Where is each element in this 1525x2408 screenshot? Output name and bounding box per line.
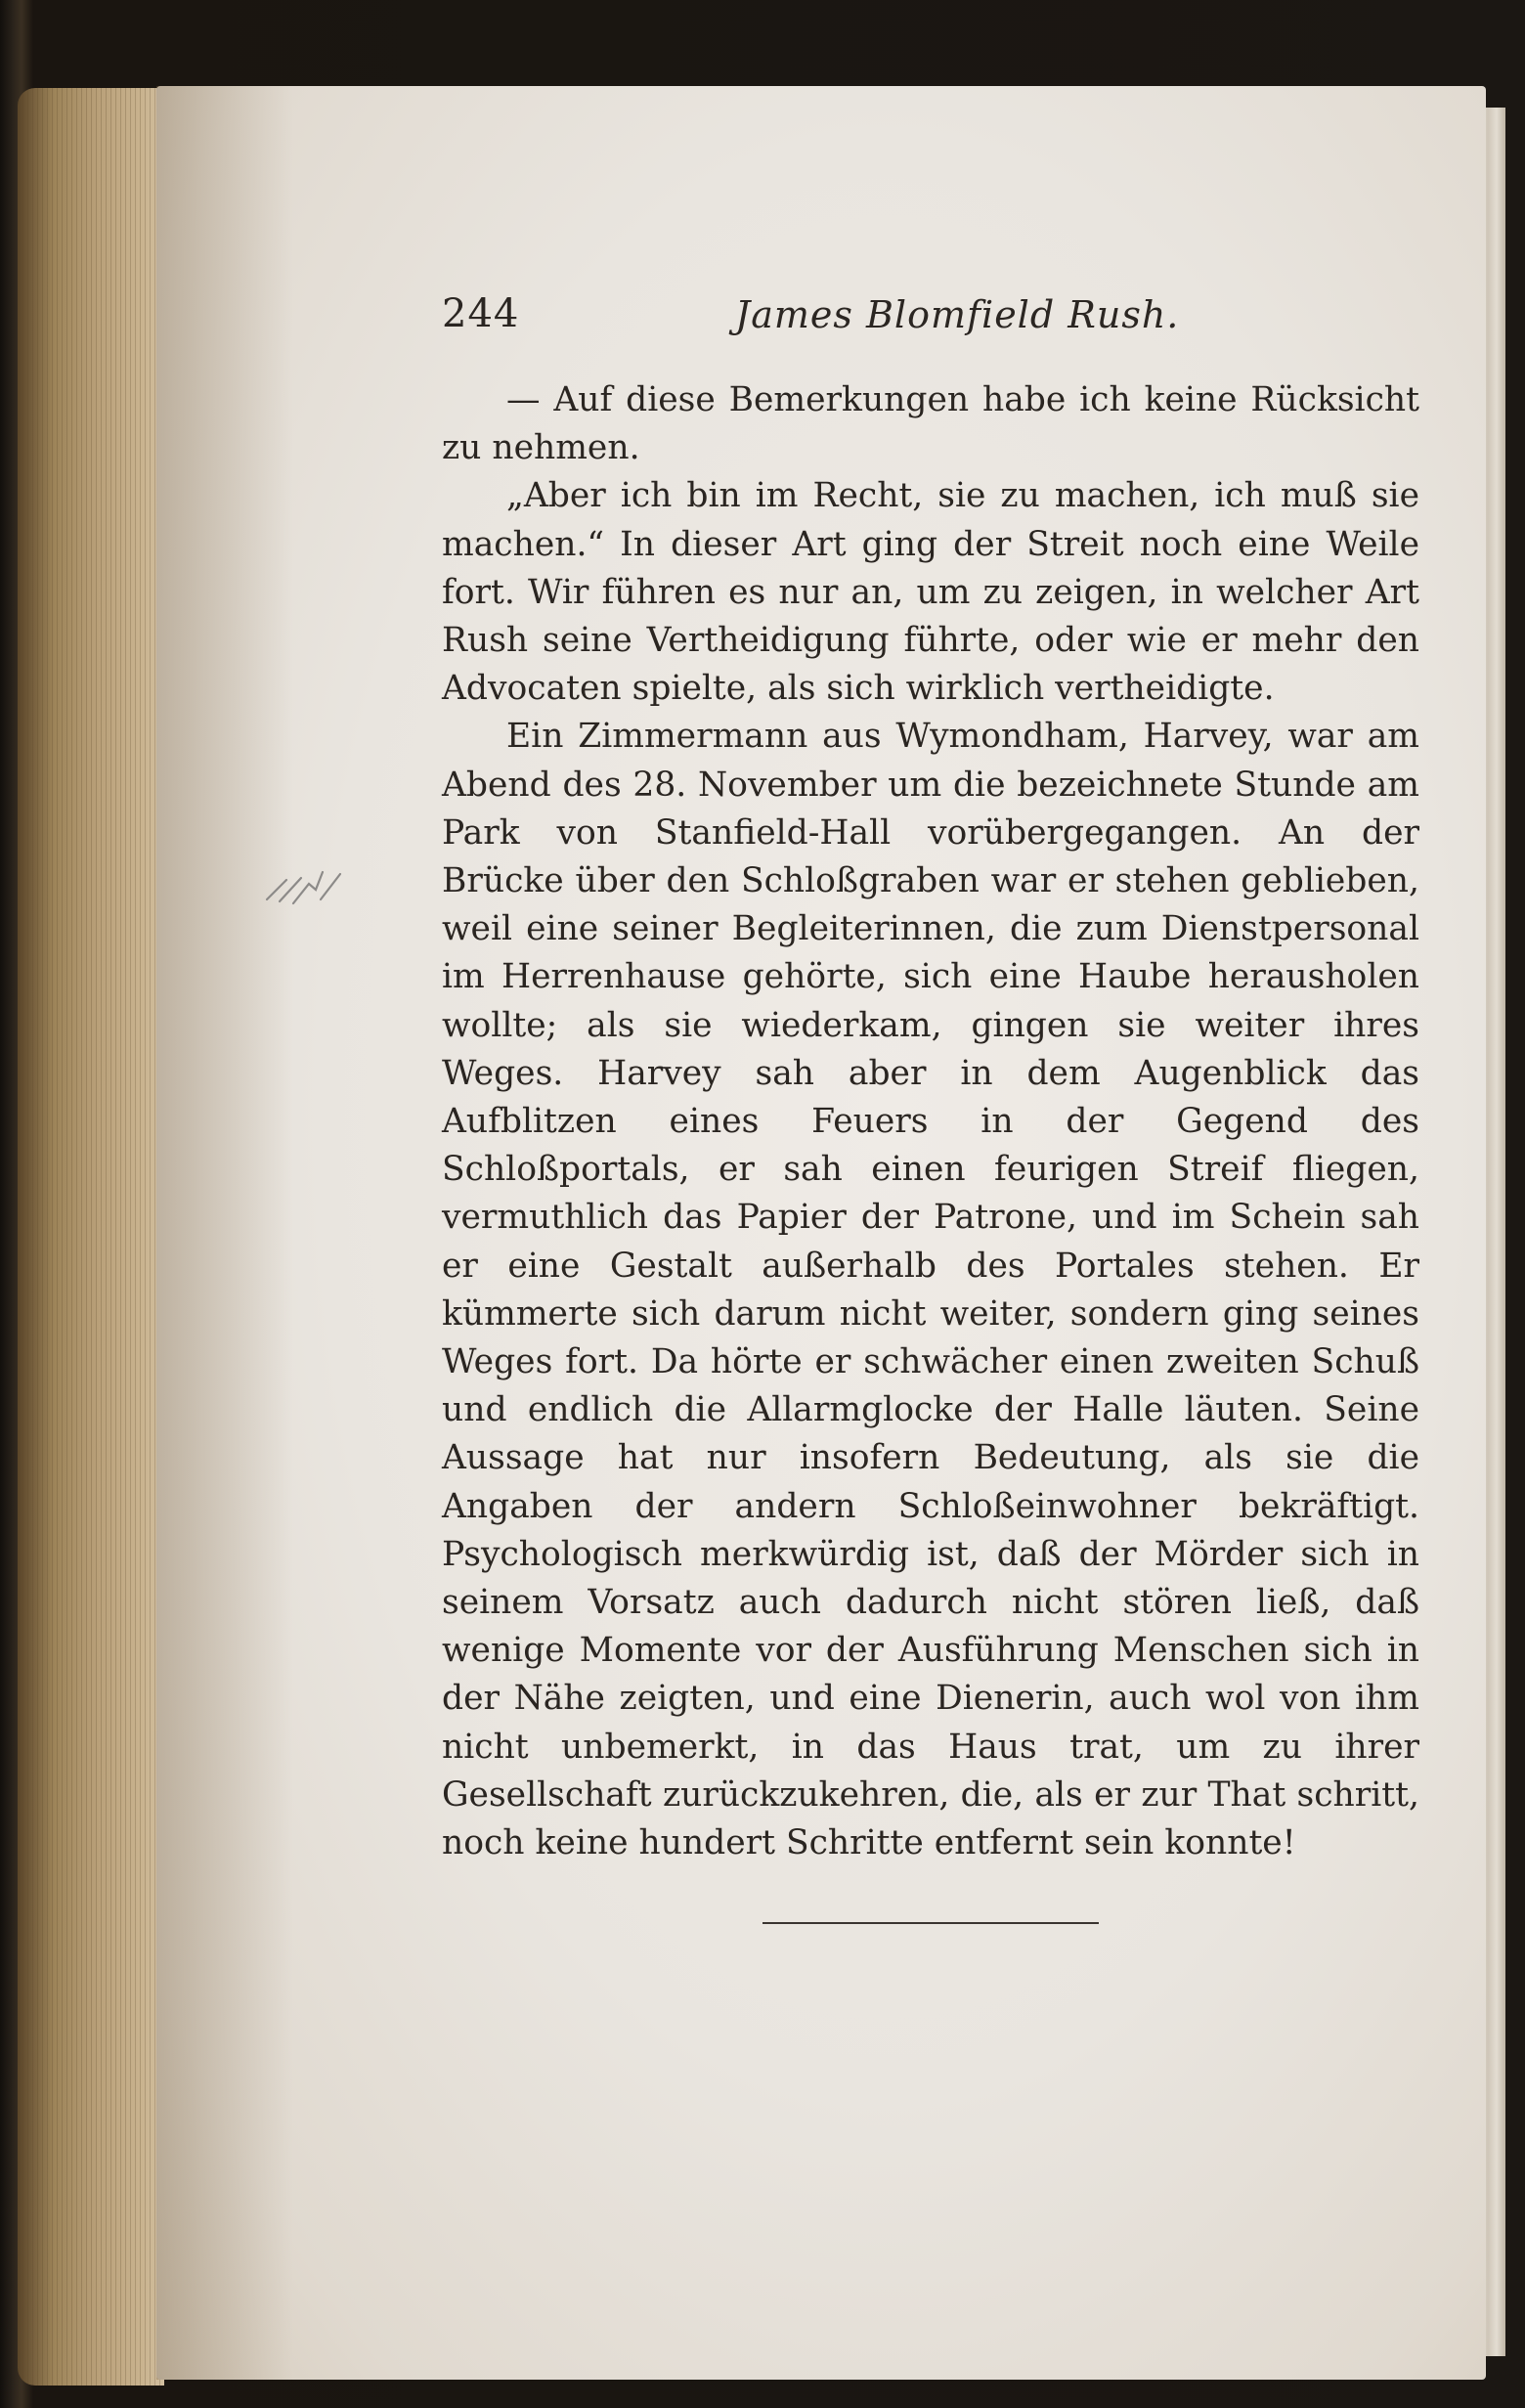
running-head: James Blomfield Rush. (735, 293, 1180, 336)
section-end-rule (762, 1922, 1099, 1924)
pencil-annotation-icon (262, 860, 350, 919)
book-page-edges (18, 88, 164, 2386)
body-text (442, 376, 1419, 1867)
page-number: 244 (442, 291, 520, 336)
gutter-shadow (156, 86, 293, 2380)
paragraph-1: — Auf diese Bemerkungen habe ich keine Rücksicht zu nehmen. (442, 380, 1419, 468)
page-header (442, 291, 1449, 350)
paragraph-3: Ein Zimmermann aus Wymondham, Harvey, war am Abend des 28. November um die bezeichnete Stunde am Park von Stanfield-Hall vorübergegangen. An der Brücke über den Schloßgraben war er stehen geblieben, weil eine seiner Begleiterinnen, die zum Dienstpersonal im Herrenhause gehörte, sich eine Haube herausholen wollte; als sie wiederkam, gingen sie weiter ihres Weges. Harvey sah aber in dem Augenblick das Aufblitzen eines Feuers in der Gegend des Schloßportals, er sah einen feurigen Streif fliegen, vermuthlich das Papier der Patrone, und im Schein sah er eine Gestalt außerhalb des Portales stehen. Er kümmerte sich darum nicht weiter, sondern ging seines Weges fort. Da hörte er schwächer einen zweiten Schuß und endlich die Allarmglocke der Halle läuten. Seine Aussage hat nur insofern Bedeutung, als sie die Angaben der andern Schloßeinwohner bekräftigt. Psychologisch merkwürdig ist, daß der Mörder sich in seinem Vorsatz auch dadurch nicht stören ließ, daß wenige Momente vor der Ausführung Menschen sich in der Nähe zeigten, und eine Dienerin, auch wol von ihm nicht unbemerkt, in das Haus trat, um zu ihrer Gesellschaft zurückzukehren, die, als er zur That schritt, noch keine hundert Schritte entfernt sein konnte! (442, 717, 1419, 1863)
paragraph-2: „Aber ich bin im Recht, sie zu machen, ich muß sie machen.“ In dieser Art ging der Streit noch eine Weile fort. Wir führen es nur an, um zu zeigen, in welcher Art Rush seine Vertheidigung führte, oder wie er mehr den Advocaten spielte, als sich wirklich vertheidigte. (442, 476, 1419, 709)
